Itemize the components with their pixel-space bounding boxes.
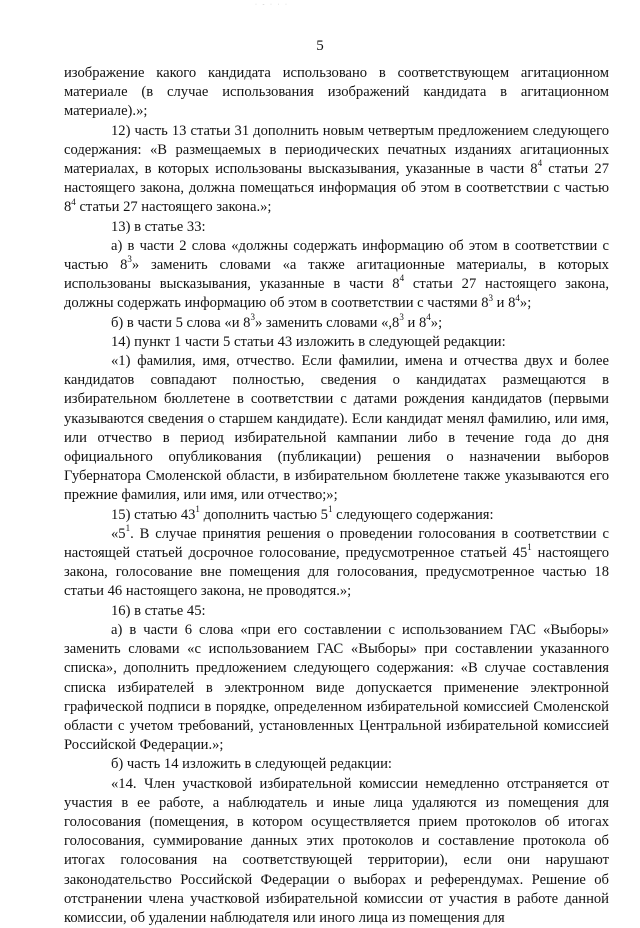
paragraph: изображение какого кандидата использовано в соответствующем агитационном материале (в случае использования изображений кандидата в агитационном материале).»; [64, 65, 609, 120]
page-number: 5 [316, 38, 324, 54]
paragraph: «$5^1$. В случае принятия решения о проведении голосования в соответствии с настоящей статьей досрочное голосование, предусмотренное статьей $45^1$ настоящего закона, голосование вне помещения для голосования, предусмотренное частью 18 статьи 46 настоящего закона, не проводятся.»; [64, 523, 609, 600]
paragraph: б) в части 5 слова «и $8^3$» заменить словами «$,8^3$ и $8^4$»; [111, 311, 443, 331]
paragraph: 12) часть 13 статьи 31 дополнить новым четвертым предложением следующего содержания: «В размещаемых в периодических печатных изданиях агитационных материалах, в которых использованы высказывания, указанные в части $8^4$ статьи 27 настоящего закона, должна помещаться информация об этом в соответствии с частью $8^4$ статьи 27 настоящего закона.»; [64, 122, 609, 216]
paragraph: «1) фамилия, имя, отчество. Если фамилии, имена и отчества двух и более кандидатов совпадают полностью, сведения о кандидатах размещаются в избирательном бюллетене в соответствии с датами рождения кандидатов (первыми указываются сведения о старшем кандидате). Если кандидат менял фамилию, или имя, или отчество в период избирательной кампании либо в течение года до дня официального опубликования (публикации) решения о назначении выборов Губернатора Смоленской области, в избирательном бюллетене также указываются его прежние фамилия, или имя, или отчество;»; [64, 353, 609, 504]
document-body [64, 64, 609, 928]
paragraph: «14. Член участковой избирательной комиссии немедленно отстраняется от участия в ее работе, а наблюдатель и иные лица удаляются из помещения для голосования (помещения, в котором осуществляется прием протоколов об итогах голосования, суммирование данных этих протоколов и составление протокола об итогах голосования на соответствующей территории), если они нарушают законодательство Российской Федерации о выборах и референдумах. Решение об отстранении члена участковой избирательной комиссии от участия в работе данной комиссии, об удалении наблюдателя или иного лица из помещения для [64, 775, 609, 926]
scan-artifact: · - · · · [255, 2, 289, 8]
paragraph: а) в части 6 слова «при его составлении с использованием ГАС «Выборы» заменить словами «с использованием ГАС «Выборы» при составлении указанного списка», дополнить предложением следующего содержания: «В случае составления списка избирателей в электронном виде допускается применение электронной графической подписи в порядке, определенном избирательной комиссией Смоленской области с учетом требований, установленных Центральной избирательной комиссией Российской Федерации.»; [64, 621, 609, 754]
paragraph: б) часть 14 изложить в следующей редакции: [111, 756, 392, 773]
paragraph: 13) в статье 33: [111, 218, 206, 235]
paragraph: 16) в статье 45: [111, 602, 206, 619]
paragraph: 14) пункт 1 части 5 статьи 43 изложить в следующей редакции: [111, 333, 506, 350]
paragraph: а) в части 2 слова «должны содержать информацию об этом в соответствии с частью $8^3$» заменить словами «а также агитационные материалы, в которых использованы высказывания, указанные в части $8^4$ статьи 27 настоящего закона, должны содержать информацию об этом в соответствии с частями $8^3$ и $8^4$»; [64, 237, 609, 312]
paragraph: 15) статью $43^1$ дополнить частью $5^1$ следующего содержания: [111, 503, 494, 523]
